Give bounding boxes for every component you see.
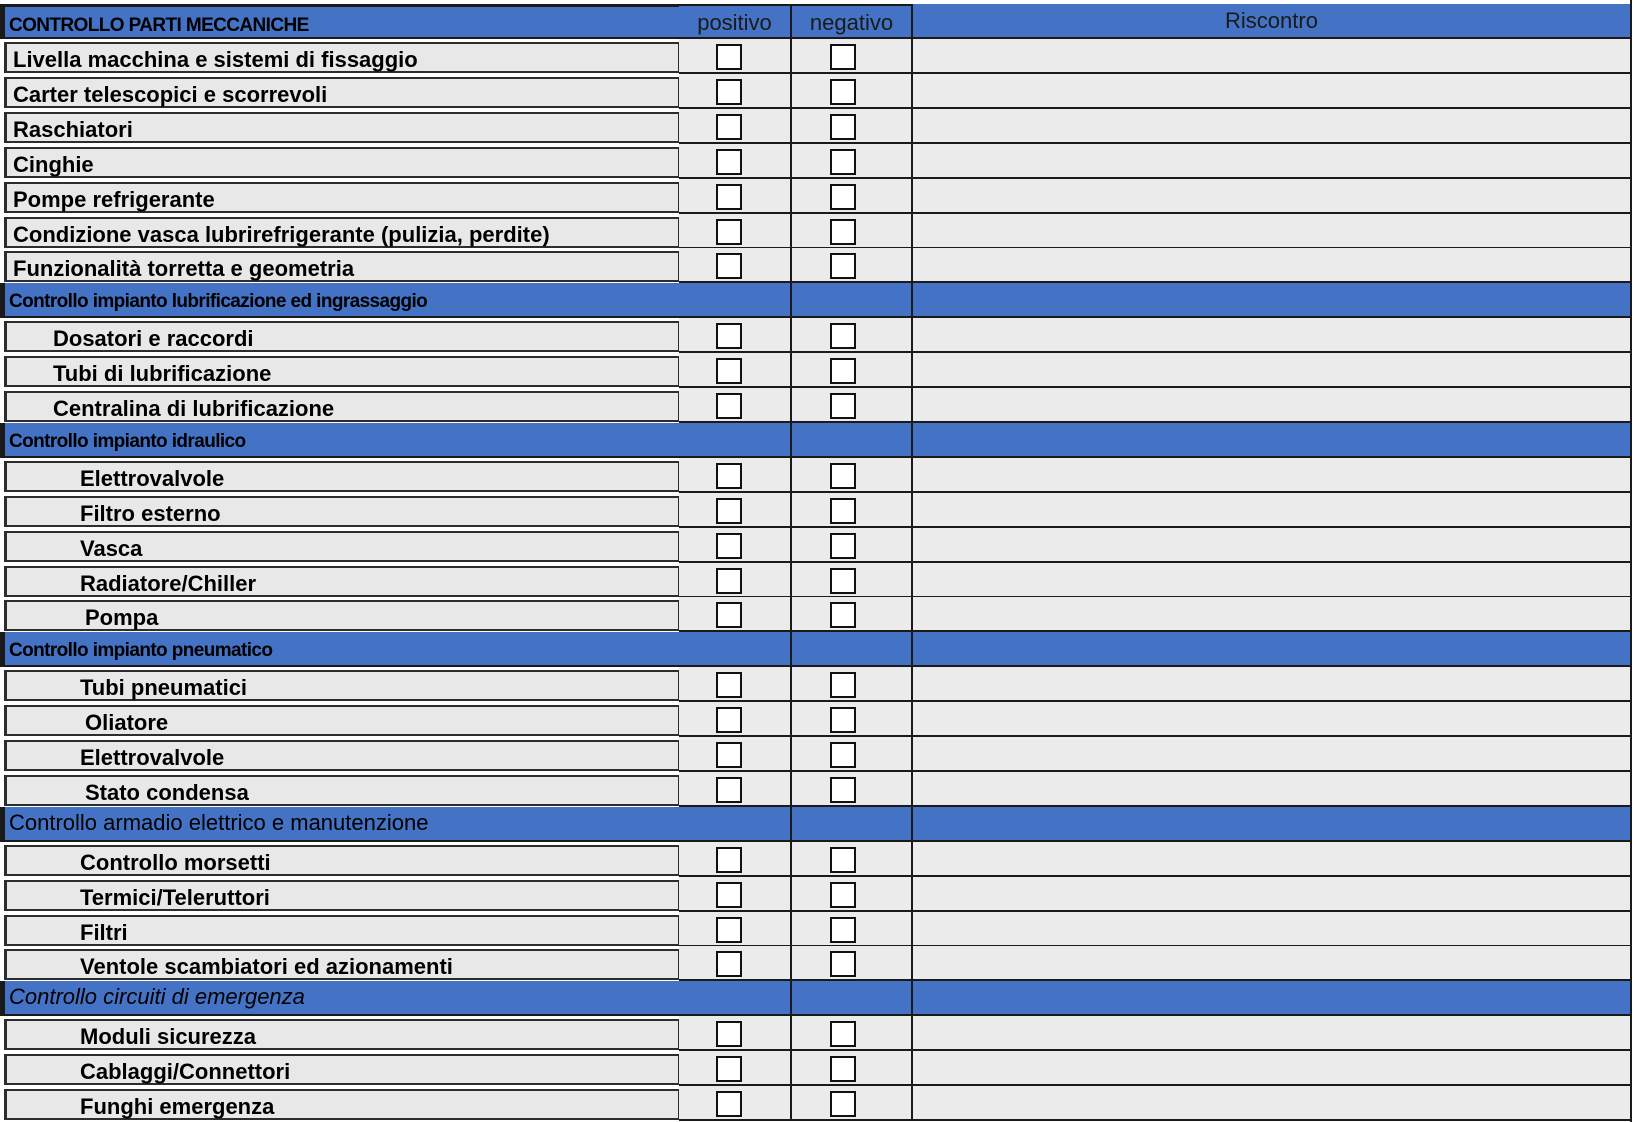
item-label-cell xyxy=(4,217,680,248)
positive-checkbox[interactable] xyxy=(716,114,742,140)
item-label: Cinghie xyxy=(13,151,94,177)
section-row xyxy=(0,807,1642,842)
positive-checkbox[interactable] xyxy=(716,498,742,524)
item-label-cell xyxy=(4,705,680,736)
checklist-row xyxy=(0,74,1642,109)
item-label: Tubi di lubrificazione xyxy=(53,361,272,387)
positive-cell xyxy=(679,807,792,842)
section-notes-cell xyxy=(913,423,1632,458)
negative-cell xyxy=(792,912,913,947)
checklist-row xyxy=(0,318,1642,353)
notes-cell[interactable] xyxy=(913,109,1632,144)
negative-checkbox[interactable] xyxy=(830,463,856,489)
notes-cell[interactable] xyxy=(913,493,1632,528)
item-label: Pompa xyxy=(85,605,159,631)
section-label-cell xyxy=(0,632,679,667)
checklist-row xyxy=(0,702,1642,737)
positive-checkbox[interactable] xyxy=(716,882,742,908)
notes-cell[interactable] xyxy=(913,318,1632,353)
positive-cell xyxy=(679,1051,792,1086)
checklist-row xyxy=(0,39,1642,74)
section-notes-cell xyxy=(913,981,1632,1016)
section-row xyxy=(0,423,1642,458)
section-row xyxy=(0,283,1642,318)
positive-cell xyxy=(679,214,792,249)
header-row xyxy=(0,4,1642,39)
positive-cell xyxy=(679,1086,792,1121)
negative-cell xyxy=(792,74,913,109)
checklist-row xyxy=(0,109,1642,144)
negative-checkbox[interactable] xyxy=(830,882,856,908)
item-label: Moduli sicurezza xyxy=(80,1024,257,1050)
positive-checkbox[interactable] xyxy=(716,777,742,803)
item-label-cell xyxy=(4,531,680,562)
item-label: Vasca xyxy=(80,535,143,561)
positive-cell xyxy=(679,248,792,283)
positive-checkbox[interactable] xyxy=(716,79,742,105)
checklist-row xyxy=(0,772,1642,807)
negative-checkbox[interactable] xyxy=(830,1056,856,1082)
checklist-row xyxy=(0,493,1642,528)
positive-cell xyxy=(679,39,792,74)
item-label: Pompe refrigerante xyxy=(13,186,215,212)
section-label-cell xyxy=(0,807,679,842)
positive-cell xyxy=(679,632,792,667)
item-label-cell xyxy=(4,566,680,597)
positive-cell xyxy=(679,493,792,528)
sheet-right-border xyxy=(1630,0,1632,1122)
negative-cell xyxy=(792,109,913,144)
item-label-cell xyxy=(4,147,680,178)
positive-cell xyxy=(679,912,792,947)
notes-cell[interactable] xyxy=(913,388,1632,423)
checklist-row xyxy=(0,563,1642,598)
checklist-row xyxy=(0,1016,1642,1051)
header-positive-cell xyxy=(679,4,792,39)
item-label-cell xyxy=(4,915,680,946)
positive-checkbox[interactable] xyxy=(716,184,742,210)
notes-cell[interactable] xyxy=(913,842,1632,877)
positive-checkbox[interactable] xyxy=(716,149,742,175)
notes-cell[interactable] xyxy=(913,353,1632,388)
positive-cell xyxy=(679,458,792,493)
positive-checkbox[interactable] xyxy=(716,533,742,559)
positive-checkbox[interactable] xyxy=(716,1056,742,1082)
negative-cell xyxy=(792,214,913,249)
negative-checkbox[interactable] xyxy=(830,79,856,105)
item-label: Filtri xyxy=(80,919,128,945)
item-label: Carter telescopici e scorrevoli xyxy=(13,81,328,107)
item-label-cell xyxy=(4,949,680,980)
item-label-cell xyxy=(4,112,680,143)
negative-checkbox[interactable] xyxy=(830,44,856,70)
item-label-cell xyxy=(4,496,680,527)
checklist-row xyxy=(0,912,1642,947)
negative-checkbox[interactable] xyxy=(830,393,856,419)
negative-checkbox[interactable] xyxy=(830,742,856,768)
item-label-cell xyxy=(4,461,680,492)
negative-cell xyxy=(792,807,913,842)
negative-cell xyxy=(792,946,913,981)
positive-checkbox[interactable] xyxy=(716,742,742,768)
positive-cell xyxy=(679,946,792,981)
item-label: Elettrovalvole xyxy=(80,465,225,491)
negative-cell xyxy=(792,283,913,318)
negative-cell xyxy=(792,981,913,1016)
checklist-row xyxy=(0,144,1642,179)
negative-checkbox[interactable] xyxy=(830,707,856,733)
item-label-cell xyxy=(4,880,680,911)
item-label-cell xyxy=(4,740,680,771)
header-notes-cell xyxy=(913,4,1632,39)
item-label: Radiatore/Chiller xyxy=(80,570,257,596)
section-title: Controllo impianto idraulico xyxy=(9,430,246,452)
notes-cell[interactable] xyxy=(913,214,1632,249)
positive-cell xyxy=(679,179,792,214)
header-notes: Riscontro xyxy=(1225,8,1318,33)
negative-cell xyxy=(792,597,913,632)
item-label: Livella macchina e sistemi di fissaggio xyxy=(13,47,418,72)
positive-checkbox[interactable] xyxy=(716,219,742,245)
negative-cell xyxy=(792,702,913,737)
negative-checkbox[interactable] xyxy=(830,777,856,803)
section-title: Controllo circuiti di emergenza xyxy=(9,984,305,1010)
notes-cell[interactable] xyxy=(913,179,1632,214)
section-label-cell xyxy=(0,981,679,1016)
section-title: Controllo impianto pneumatico xyxy=(9,640,273,662)
negative-checkbox[interactable] xyxy=(830,219,856,245)
item-label-cell xyxy=(4,356,680,387)
notes-cell[interactable] xyxy=(913,144,1632,179)
header-negative-cell xyxy=(792,4,913,39)
section-row xyxy=(0,981,1642,1016)
negative-cell xyxy=(792,1016,913,1051)
negative-checkbox[interactable] xyxy=(830,184,856,210)
negative-checkbox[interactable] xyxy=(830,323,856,349)
positive-cell xyxy=(679,1016,792,1051)
notes-cell[interactable] xyxy=(913,912,1632,947)
notes-cell[interactable] xyxy=(913,39,1632,74)
positive-cell xyxy=(679,74,792,109)
positive-checkbox[interactable] xyxy=(716,1021,742,1047)
positive-cell xyxy=(679,981,792,1016)
negative-checkbox[interactable] xyxy=(830,498,856,524)
checklist-row xyxy=(0,1051,1642,1086)
negative-cell xyxy=(792,563,913,598)
checklist-row xyxy=(0,737,1642,772)
positive-checkbox[interactable] xyxy=(716,672,742,698)
item-label-cell xyxy=(4,775,680,806)
notes-cell[interactable] xyxy=(913,737,1632,772)
negative-checkbox[interactable] xyxy=(830,253,856,279)
notes-cell[interactable] xyxy=(913,1016,1632,1051)
positive-cell xyxy=(679,842,792,877)
header-negative: negativo xyxy=(809,10,894,35)
positive-cell xyxy=(679,597,792,632)
negative-cell xyxy=(792,179,913,214)
notes-cell[interactable] xyxy=(913,248,1632,283)
section-label-cell xyxy=(0,283,679,318)
section-label-cell xyxy=(0,423,679,458)
negative-checkbox[interactable] xyxy=(830,602,856,628)
negative-cell xyxy=(792,737,913,772)
positive-cell xyxy=(679,144,792,179)
item-label: Cablaggi/Connettori xyxy=(80,1059,291,1085)
section-notes-cell xyxy=(913,283,1632,318)
positive-checkbox[interactable] xyxy=(716,707,742,733)
positive-cell xyxy=(679,353,792,388)
checklist-row xyxy=(0,1086,1642,1121)
negative-cell xyxy=(792,318,913,353)
header-title-cell xyxy=(0,4,679,39)
section-title: Controllo armadio elettrico e manutenzione xyxy=(9,809,429,835)
item-label: Tubi pneumatici xyxy=(80,675,248,701)
negative-checkbox[interactable] xyxy=(830,1021,856,1047)
checklist-row xyxy=(0,597,1642,632)
item-label: Oliatore xyxy=(85,710,169,736)
positive-checkbox[interactable] xyxy=(716,1091,742,1117)
item-label-cell xyxy=(4,1019,680,1050)
negative-checkbox[interactable] xyxy=(830,847,856,873)
notes-cell[interactable] xyxy=(913,458,1632,493)
item-label: Controllo morsetti xyxy=(80,849,271,875)
negative-cell xyxy=(792,39,913,74)
item-label: Stato condensa xyxy=(85,779,249,805)
item-label-cell xyxy=(4,321,680,352)
item-label-cell xyxy=(4,42,680,73)
negative-checkbox[interactable] xyxy=(830,951,856,977)
negative-cell xyxy=(792,458,913,493)
header-positive: positivo xyxy=(697,10,772,35)
checklist-row xyxy=(0,842,1642,877)
item-label: Funghi emergenza xyxy=(80,1094,275,1119)
positive-cell xyxy=(679,318,792,353)
positive-cell xyxy=(679,877,792,912)
item-label: Raschiatori xyxy=(13,116,133,142)
negative-cell xyxy=(792,667,913,702)
negative-cell xyxy=(792,842,913,877)
notes-cell[interactable] xyxy=(913,74,1632,109)
header-title: CONTROLLO PARTI MECCANICHE xyxy=(9,15,309,36)
item-label: Termici/Teleruttori xyxy=(80,884,270,910)
item-label: Dosatori e raccordi xyxy=(53,326,254,352)
notes-cell[interactable] xyxy=(913,667,1632,702)
positive-cell xyxy=(679,563,792,598)
positive-checkbox[interactable] xyxy=(716,602,742,628)
positive-checkbox[interactable] xyxy=(716,917,742,943)
item-label: Ventole scambiatori ed azionamenti xyxy=(80,954,453,980)
positive-cell xyxy=(679,388,792,423)
negative-checkbox[interactable] xyxy=(830,149,856,175)
negative-cell xyxy=(792,248,913,283)
notes-cell[interactable] xyxy=(913,772,1632,807)
item-label-cell xyxy=(4,391,680,422)
positive-cell xyxy=(679,109,792,144)
negative-checkbox[interactable] xyxy=(830,358,856,384)
positive-checkbox[interactable] xyxy=(716,44,742,70)
positive-checkbox[interactable] xyxy=(716,253,742,279)
positive-cell xyxy=(679,528,792,563)
item-label-cell xyxy=(4,845,680,876)
positive-checkbox[interactable] xyxy=(716,568,742,594)
item-label: Funzionalità torretta e geometria xyxy=(13,256,355,282)
section-notes-cell xyxy=(913,807,1632,842)
negative-checkbox[interactable] xyxy=(830,1091,856,1117)
item-label-cell xyxy=(4,1089,680,1120)
item-label: Filtro esterno xyxy=(80,500,221,526)
checklist-row xyxy=(0,458,1642,493)
item-label-cell xyxy=(4,182,680,213)
item-label-cell xyxy=(4,1054,680,1085)
checklist-row xyxy=(0,877,1642,912)
positive-checkbox[interactable] xyxy=(716,951,742,977)
notes-cell[interactable] xyxy=(913,877,1632,912)
negative-cell xyxy=(792,353,913,388)
checklist-row xyxy=(0,248,1642,283)
positive-checkbox[interactable] xyxy=(716,463,742,489)
item-label: Condizione vasca lubrirefrigerante (pulizia, perdite) xyxy=(13,221,550,247)
negative-checkbox[interactable] xyxy=(830,533,856,559)
positive-cell xyxy=(679,423,792,458)
positive-cell xyxy=(679,283,792,318)
negative-cell xyxy=(792,632,913,667)
checklist-row xyxy=(0,946,1642,981)
item-label-cell xyxy=(4,670,680,701)
item-label-cell xyxy=(4,77,680,108)
checklist-row xyxy=(0,667,1642,702)
negative-cell xyxy=(792,772,913,807)
notes-cell[interactable] xyxy=(913,528,1632,563)
positive-cell xyxy=(679,772,792,807)
section-notes-cell xyxy=(913,632,1632,667)
negative-cell xyxy=(792,1051,913,1086)
section-title: Controllo impianto lubrificazione ed ingrassaggio xyxy=(9,291,428,313)
positive-cell xyxy=(679,667,792,702)
section-row xyxy=(0,632,1642,667)
notes-cell[interactable] xyxy=(913,946,1632,981)
negative-checkbox[interactable] xyxy=(830,672,856,698)
positive-checkbox[interactable] xyxy=(716,393,742,419)
positive-checkbox[interactable] xyxy=(716,847,742,873)
checklist-row xyxy=(0,528,1642,563)
negative-cell xyxy=(792,388,913,423)
item-label: Elettrovalvole xyxy=(80,745,225,770)
negative-cell xyxy=(792,877,913,912)
checklist-row xyxy=(0,179,1642,214)
negative-checkbox[interactable] xyxy=(830,114,856,140)
notes-cell[interactable] xyxy=(913,1051,1632,1086)
checklist-row xyxy=(0,353,1642,388)
item-label-cell xyxy=(4,600,680,631)
checklist-row xyxy=(0,214,1642,249)
positive-checkbox[interactable] xyxy=(716,323,742,349)
negative-cell xyxy=(792,423,913,458)
negative-cell xyxy=(792,1086,913,1121)
negative-cell xyxy=(792,528,913,563)
notes-cell[interactable] xyxy=(913,597,1632,632)
notes-cell[interactable] xyxy=(913,563,1632,598)
notes-cell[interactable] xyxy=(913,1086,1632,1121)
negative-cell xyxy=(792,493,913,528)
positive-cell xyxy=(679,702,792,737)
item-label-cell xyxy=(4,251,680,282)
negative-checkbox[interactable] xyxy=(830,917,856,943)
checklist-row xyxy=(0,388,1642,423)
negative-checkbox[interactable] xyxy=(830,568,856,594)
positive-checkbox[interactable] xyxy=(716,358,742,384)
positive-cell xyxy=(679,737,792,772)
notes-cell[interactable] xyxy=(913,702,1632,737)
item-label: Centralina di lubrificazione xyxy=(53,396,335,421)
negative-cell xyxy=(792,144,913,179)
